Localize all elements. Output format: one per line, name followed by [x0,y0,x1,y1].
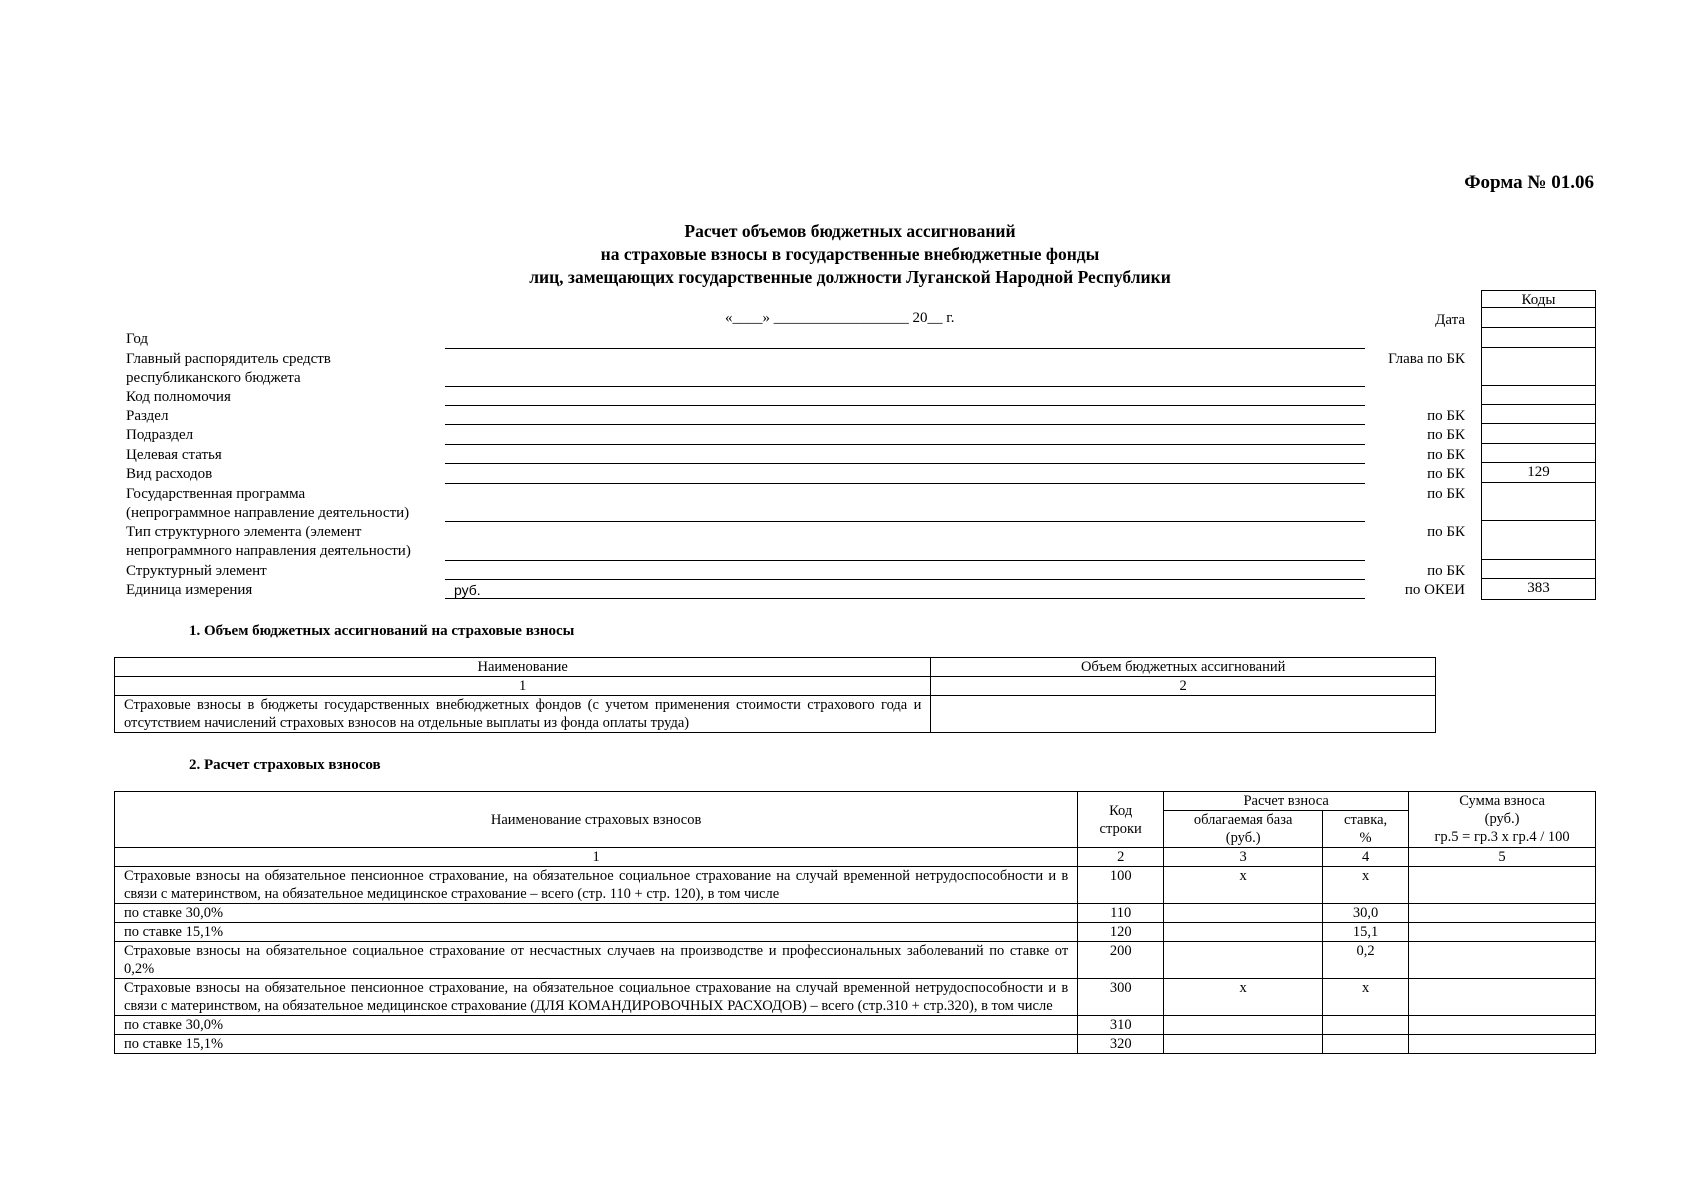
row-name: Страховые взносы на обязательное пенсионное страхование, на обязательное социальное страхование на случай временной нетрудоспособности и в связи с материнством, на обязательное медицинское страхование (ДЛЯ КОМАНДИРОВОЧНЫХ РАСХОДОВ) – всего (стр.310 + стр.320), в том числе [115,979,1078,1016]
field-line-main-manager[interactable] [445,386,1365,387]
table-header-row [115,658,1436,677]
row-sum[interactable] [1409,1035,1596,1054]
table-row [115,979,1596,1016]
section1-title: 1. Объем бюджетных ассигнований на страховые взносы [189,623,575,639]
code-box-date[interactable] [1481,308,1596,328]
field-line-expense-type[interactable] [445,483,1365,484]
row-name: по ставке 15,1% [115,923,1078,942]
right-label-expense-bk: по БК [1427,466,1465,482]
row-base[interactable] [1164,923,1323,942]
code-box-section[interactable] [1481,405,1596,424]
code-box-authority[interactable] [1481,386,1596,405]
field-line-section[interactable] [445,424,1365,425]
title-line-2: на страховые взносы в государственные внебюджетные фонды [600,244,1100,264]
label-main-manager-2: республиканского бюджета [126,370,301,386]
table-row [115,867,1596,904]
row-base[interactable]: х [1164,867,1323,904]
label-expense-type: Вид расходов [126,466,213,482]
sum-header-line-3: гр.5 = гр.3 х гр.4 / 100 [1434,829,1570,845]
field-line-year[interactable] [445,348,1365,349]
col-number: 1 [115,848,1078,867]
col-number: 3 [1164,848,1323,867]
col-number: 5 [1409,848,1596,867]
field-line-state-program[interactable] [445,521,1365,522]
row-base[interactable] [1164,904,1323,923]
row-code: 110 [1078,904,1164,923]
section2-title: 2. Расчет страховых взносов [189,757,381,773]
row-name: по ставке 30,0% [115,904,1078,923]
document-title [380,220,1320,289]
row-code: 100 [1078,867,1164,904]
label-section: Раздел [126,408,169,424]
label-unit: Единица измерения [126,582,253,598]
col-header-calculation: Расчет взноса [1164,792,1409,811]
col-number: 4 [1323,848,1409,867]
row-base[interactable] [1164,1016,1323,1035]
field-line-authority-code[interactable] [445,405,1365,406]
row-code: 200 [1078,942,1164,979]
row-name: по ставке 15,1% [115,1035,1078,1054]
field-line-structural-type[interactable] [445,560,1365,561]
table-row [115,942,1596,979]
col-header-rate: ставка, % [1323,811,1409,848]
col-header-taxable-base: облагаемая база (руб.) [1164,811,1323,848]
right-label-program-bk: по БК [1427,486,1465,502]
table-number-row [115,848,1596,867]
code-box-structural-type[interactable] [1481,521,1596,560]
row-name: Страховые взносы на обязательное пенсионное страхование, на обязательное социальное страхование на случай временной нетрудоспособности и в связи с материнством, на обязательное медицинское страхование – всего (стр. 110 + стр. 120), в том числе [115,867,1078,904]
table-row [115,1035,1596,1054]
date-line: «____» __________________ 20__ г. [725,310,955,326]
table-row [115,923,1596,942]
code-box-expense-type[interactable]: 129 [1481,463,1596,483]
right-label-subsection-bk: по БК [1427,427,1465,443]
row-rate[interactable]: 0,2 [1323,942,1409,979]
contribution-calc-table [114,791,1596,1054]
row-sum[interactable] [1409,942,1596,979]
row-sum[interactable] [1409,979,1596,1016]
right-label-structural-element-bk: по БК [1427,563,1465,579]
row-base[interactable] [1164,942,1323,979]
row-base[interactable]: х [1164,979,1323,1016]
row-sum[interactable] [1409,867,1596,904]
col-header-contribution-name: Наименование страховых взносов [115,792,1078,848]
col-header-name: Наименование [115,658,931,677]
right-label-head-bk: Глава по БК [1388,351,1465,367]
field-line-target-item[interactable] [445,463,1365,464]
col-header-sum [1409,792,1596,848]
table-number-row [115,677,1436,696]
label-subsection: Подраздел [126,427,194,443]
row-sum[interactable] [1409,1016,1596,1035]
sum-header-line-2: (руб.) [1484,811,1520,827]
right-label-section-bk: по БК [1427,408,1465,424]
row-code: 320 [1078,1035,1164,1054]
label-structural-element: Структурный элемент [126,563,267,579]
table-header-row [115,792,1596,811]
row-name: Страховые взносы в бюджеты государственных внебюджетных фондов (с учетом применения стоимости страхового года и отсутствием начислений страховых взносов на отдельные выплаты из фонда оплаты труда) [115,696,931,733]
budget-volume-table [114,657,1436,733]
code-box-target[interactable] [1481,444,1596,463]
row-name: по ставке 30,0% [115,1016,1078,1035]
right-label-target-bk: по БК [1427,447,1465,463]
col-number: 2 [931,677,1436,696]
row-rate[interactable] [1323,1035,1409,1054]
label-structural-type-2: непрограммного направления деятельности) [126,543,411,559]
row-value-cell[interactable] [931,696,1436,733]
label-authority-code: Код полномочия [126,389,231,405]
row-rate[interactable]: 30,0 [1323,904,1409,923]
code-box-head-bk[interactable] [1481,348,1596,386]
col-number: 2 [1078,848,1164,867]
title-line-3: лиц, замещающих государственные должности Луганской Народной Республики [529,267,1171,287]
row-name: Страховые взносы на обязательное социальное страхование от несчастных случаев на производстве и профессиональных заболеваний по ставке от 0,2% [115,942,1078,979]
title-line-1: Расчет объемов бюджетных ассигнований [684,221,1016,241]
sum-header-line-1: Сумма взноса [1459,793,1545,809]
code-box-okei[interactable]: 383 [1481,579,1596,600]
table-row [115,696,1436,733]
label-state-program-2: (непрограммное направление деятельности) [126,505,410,521]
right-label-okei: по ОКЕИ [1404,582,1465,598]
field-line-unit[interactable] [445,598,1365,599]
row-sum[interactable] [1409,923,1596,942]
col-header-line-code: Код строки [1078,792,1164,848]
col-header-volume: Объем бюджетных ассигнований [931,658,1436,677]
row-code: 120 [1078,923,1164,942]
table-row [115,1016,1596,1035]
table-row [115,904,1596,923]
row-rate[interactable]: х [1323,979,1409,1016]
right-label-structural-type-bk: по БК [1427,524,1465,540]
row-rate[interactable]: х [1323,867,1409,904]
row-sum[interactable] [1409,904,1596,923]
form-number: Форма № 01.06 [1464,172,1594,193]
row-code: 300 [1078,979,1164,1016]
row-code: 310 [1078,1016,1164,1035]
code-box-structural-element[interactable] [1481,560,1596,579]
row-base[interactable] [1164,1035,1323,1054]
col-number: 1 [115,677,931,696]
label-state-program: Государственная программа [126,486,306,502]
code-box-program[interactable] [1481,483,1596,521]
label-structural-type: Тип структурного элемента (элемент [126,524,362,540]
code-box-subsection[interactable] [1481,424,1596,444]
row-rate[interactable]: 15,1 [1323,923,1409,942]
codes-header: Коды [1481,290,1596,308]
field-line-structural-element[interactable] [445,579,1365,580]
label-target-item: Целевая статья [126,447,222,463]
unit-value: руб. [454,582,481,598]
label-year: Год [126,331,149,347]
code-box-year[interactable] [1481,328,1596,348]
label-main-manager: Главный распорядитель средств [126,351,331,367]
right-label-date: Дата [1435,312,1465,328]
field-line-subsection[interactable] [445,444,1365,445]
row-rate[interactable] [1323,1016,1409,1035]
